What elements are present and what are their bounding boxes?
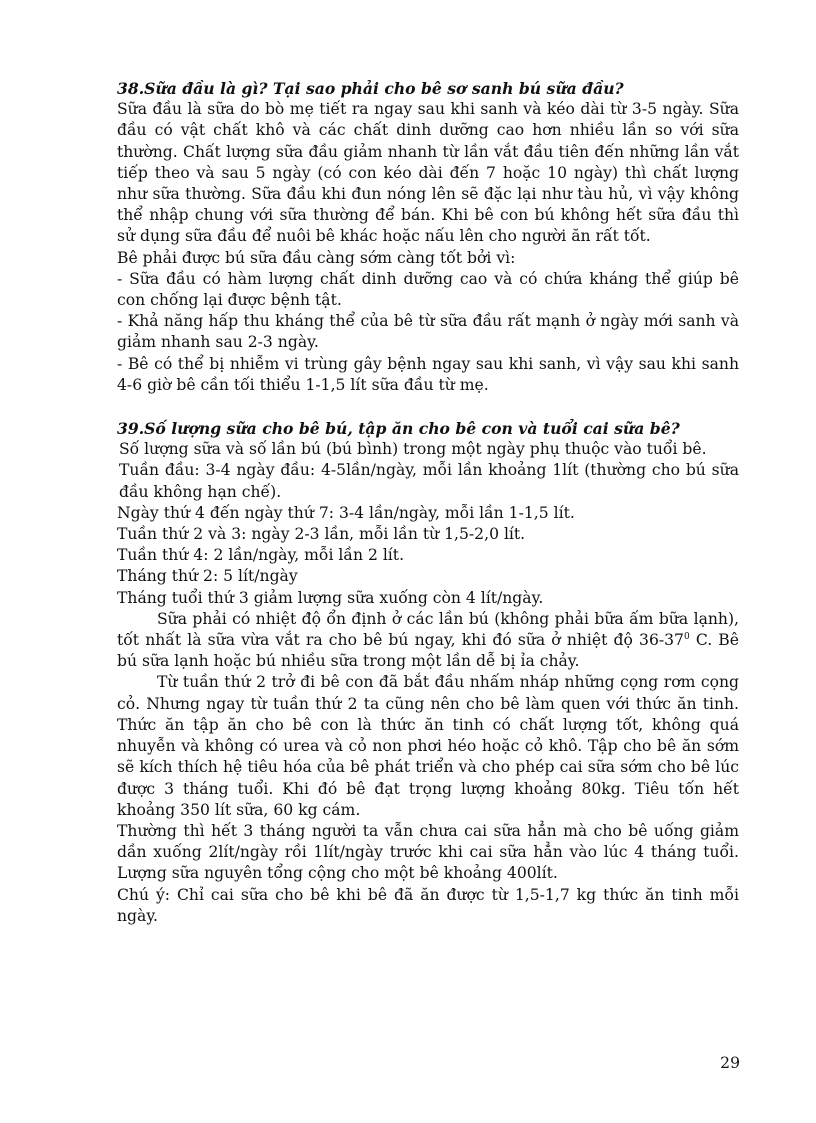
section-38-paragraph: Bê phải được bú sữa đầu càng sớm càng tốt bởi vì:: [117, 248, 516, 267]
section-38-bullet: - Sữa đầu có hàm lượng chất dinh dưỡng cao và có chứa kháng thể giúp bê con chống lại được bệnh tật.: [117, 269, 739, 310]
section-38-bullet: - Khả năng hấp thu kháng thể của bê từ sữa đầu rất mạnh ở ngày mới sanh và giảm nhanh sau 2-3 ngày.: [117, 312, 739, 352]
section-38-heading: 38.Sữa đầu là gì? Tại sao phải cho bê sơ sanh bú sữa đầu?: [117, 79, 624, 98]
section-39-heading: 39.Số lượng sữa cho bê bú, tập ăn cho bê con và tuổi cai sữa bê?: [117, 419, 680, 439]
document-page: [117, 78, 739, 927]
section-39-week1: Tuần đầu: 3-4 ngày đầu: 4-5lần/ngày, mỗi lần khoảng 1lít (thường cho bú sữa đầu không hạn chế).: [119, 461, 739, 501]
schedule-item: Ngày thứ 4 đến ngày thứ 7: 3-4 lần/ngày, mỗi lần 1-1,5 lít.: [117, 503, 575, 522]
temperature-paragraph: [117, 609, 739, 673]
temperature-text-pre: Sữa phải có nhiệt độ ổn định ở các lần bú (không phải bữa ấm bữa lạnh), tốt nhất là sữa vừa vắt ra cho bê bú ngay, khi đó sữa ở nhiệt độ 36-37: [117, 609, 739, 650]
degree-superscript: 0: [683, 631, 690, 642]
schedule-item: Tháng thứ 2: 5 lít/ngày: [117, 567, 298, 586]
note-paragraph: Chú ý: Chỉ cai sữa cho bê khi bê đã ăn được từ 1,5-1,7 kg thức ăn tinh mỗi ngày.: [117, 885, 739, 925]
page-number: 29: [720, 1054, 740, 1072]
schedule-item: Tuần thứ 2 và 3: ngày 2-3 lần, mỗi lần từ 1,5-2,0 lít.: [117, 525, 526, 544]
schedule-item: Tháng tuổi thứ 3 giảm lượng sữa xuống còn 4 lít/ngày.: [117, 588, 544, 607]
feeding-paragraph: Từ tuần thứ 2 trở đi bê con đã bắt đầu nhấm nháp những cọng rơm cọng cỏ. Nhưng ngay từ tuần thứ 2 ta cũng nên cho bê làm quen với thức ăn tinh. Thức ăn tập ăn cho bê con là thức ăn tinh có chất lượng tốt, không quá nhuyễn và không có urea và cỏ non phơi héo hoặc cỏ khô. Tập cho bê ăn sớm sẽ kích thích hệ tiêu hóa của bê phát triển và cho phép cai sữa sớm cho bê lúc được 3 tháng tuổi. Khi đó bê đạt trọng lượng khoảng 80kg. Tiêu tốn hết khoảng 350 lít sữa, 60 kg cám.: [117, 673, 739, 819]
weaning-paragraph: Thường thì hết 3 tháng người ta vẫn chưa cai sữa hẳn mà cho bê uống giảm dần xuống 2lít/ngày rồi 1lít/ngày trước khi cai sữa hẳn vào lúc 4 tháng tuổi. Lượng sữa nguyên tổng cộng cho một bê khoảng 400lít.: [117, 821, 739, 883]
section-38-paragraph: Sữa đầu là sữa do bò mẹ tiết ra ngay sau khi sanh và kéo dài từ 3-5 ngày. Sữa đầu có vật chất khô và các chất dinh dưỡng cao hơn nhiều lần so với sữa thường. Chất lượng sữa đầu giảm nhanh từ lần vắt đầu tiên đến những lần vắt tiếp theo và sau 5 ngày (có con kéo dài đến 7 hoặc 10 ngày) thì chất lượng như sữa thường. Sữa đầu khi đun nóng lên sẽ đặc lại như tàu hủ, vì vậy không thể nhập chung với sữa thường để bán. Khi bê con bú không hết sữa đầu thì sử dụng sữa đầu để nuôi bê khác hoặc nấu lên cho người ăn rất tốt.: [117, 100, 739, 246]
section-39-intro: Số lượng sữa và số lần bú (bú bình) trong một ngày phụ thuộc vào tuổi bê.: [119, 440, 707, 459]
schedule-item: Tuần thứ 4: 2 lần/ngày, mỗi lần 2 lít.: [117, 546, 405, 565]
temperature-text-post: C. Bê bú sữa lạnh hoặc bú nhiều sữa trong một lần dễ bị ỉa chảy.: [117, 631, 739, 671]
section-38-bullet: - Bê có thể bị nhiễm vi trùng gây bệnh ngay sau khi sanh, vì vậy sau khi sanh 4-6 giờ bê cần tối thiểu 1-1,5 lít sữa đầu từ mẹ.: [117, 354, 739, 394]
